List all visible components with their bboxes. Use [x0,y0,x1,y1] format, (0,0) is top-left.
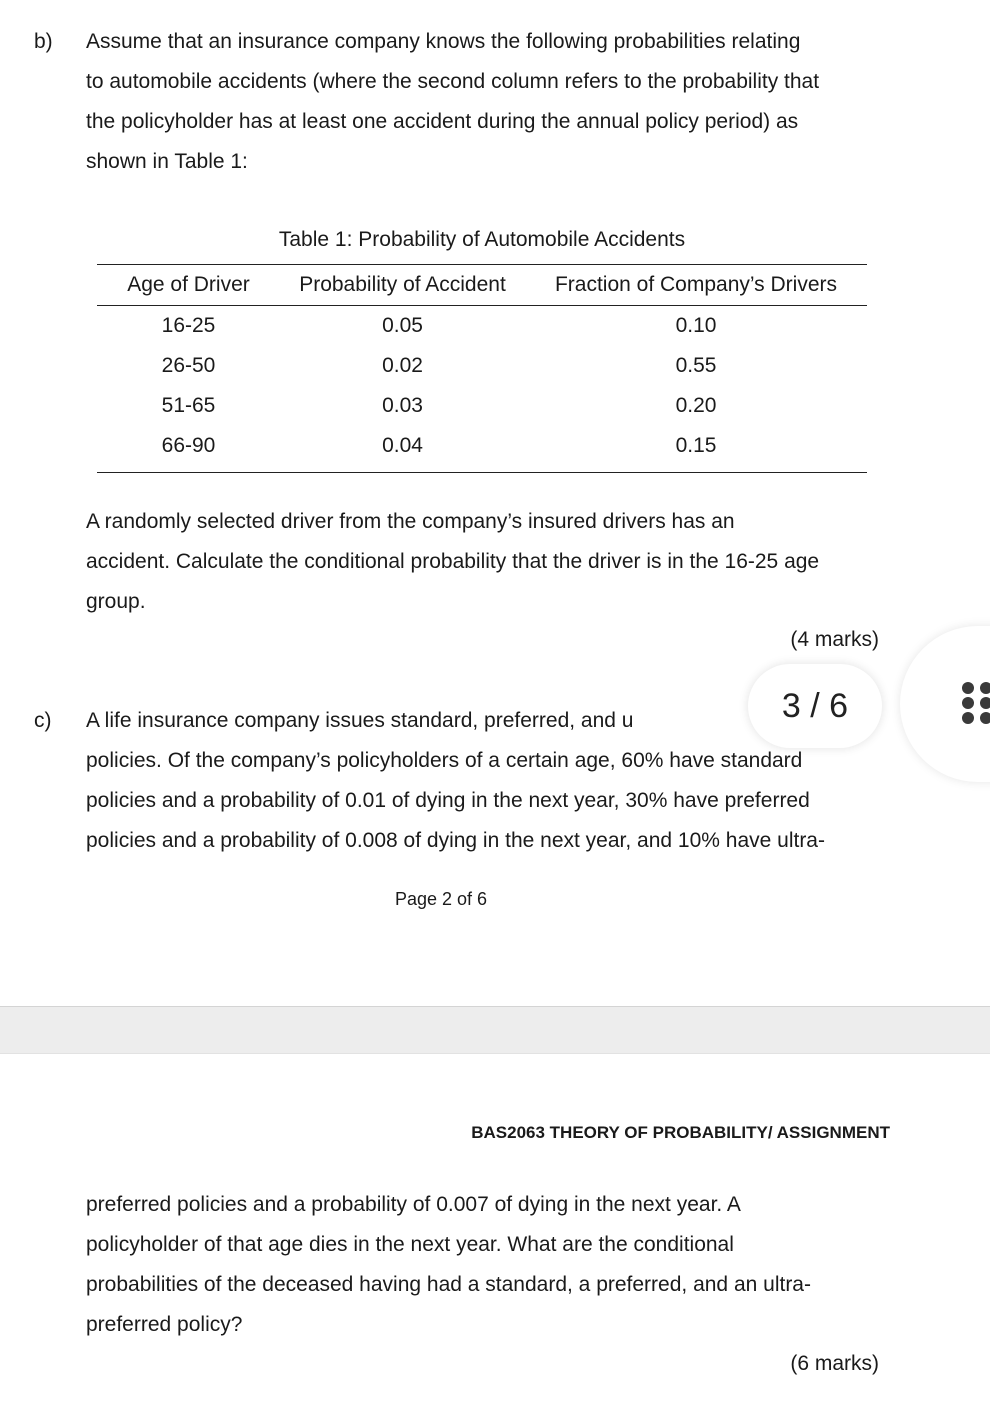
text-line: policyholder of that age dies in the next year. What are the conditional [86,1233,734,1256]
text-line: policies and a probability of 0.008 of dying in the next year, and 10% have ultra- [86,829,825,852]
text-line: policies and a probability of 0.01 of dying in the next year, 30% have preferred [86,789,810,812]
table-row [97,346,867,386]
text-line: Assume that an insurance company knows the following probabilities relating [86,30,801,53]
cell-age: 51-65 [161,394,216,417]
text-line: A randomly selected driver from the company’s insured drivers has an [86,510,735,533]
section-b-intro [86,22,879,182]
page-gap [0,1006,990,1054]
table-row [97,306,867,347]
text-line: accident. Calculate the conditional probability that the driver is in the 16-25 age [86,550,820,573]
page3-marks: (6 marks) [790,1352,879,1375]
cell-fraction: 0.15 [525,426,867,473]
text-line: to automobile accidents (where the second column refers to the probability that [86,70,820,93]
cell-fraction: 0.20 [675,394,717,417]
section-c-label: c) [34,709,52,732]
section-b-question [86,502,879,622]
dot [980,682,990,694]
cell-probability: 0.03 [382,394,423,417]
table-header-row [97,265,867,306]
cell-age: 66-90 [97,426,280,473]
text-line: the policyholder has at least one accident during the annual policy period) as [86,110,799,133]
text-line: shown in Table 1: [86,150,248,173]
cell-probability: 0.05 [382,314,423,337]
section-b-label: b) [34,30,53,53]
dot [962,712,974,724]
page-counter [748,664,882,748]
cell-probability: 0.02 [382,354,423,377]
table-row [97,386,867,426]
menu-button[interactable] [900,626,990,782]
header-probability: Probability of Accident [280,265,525,306]
cell-fraction: 0.55 [675,354,717,377]
table-row [97,426,867,473]
header-fraction: Fraction of Company’s Drivers [525,265,867,306]
dot [962,697,974,709]
page-footer: Page 2 of 6 [394,889,488,909]
header-age: Age of Driver [97,265,280,306]
dot [962,682,974,694]
cell-probability: 0.04 [280,426,525,473]
text-line: preferred policies and a probability of 0.007 of dying in the next year. A [86,1193,741,1216]
section-b-marks: (4 marks) [790,628,879,651]
probability-table [97,264,867,473]
text-line: A life insurance company issues standard, preferred, and u [86,709,634,732]
text-line: probabilities of the deceased having had a standard, a preferred, and an ultra- [86,1273,811,1296]
table-caption: Table 1: Probability of Automobile Accidents [278,228,686,251]
page-counter-text: 3 / 6 [781,686,849,725]
text-line: preferred policy? [86,1313,243,1336]
page-header: BAS2063 THEORY OF PROBABILITY/ ASSIGNMENT [471,1123,890,1142]
cell-age: 26-50 [161,354,216,377]
dot [980,712,990,724]
text-line: policies. Of the company’s policyholders of a certain age, 60% have standard [86,749,803,772]
text-line: group. [86,590,146,613]
page3-paragraph [86,1185,879,1345]
cell-fraction: 0.10 [675,314,717,337]
cell-age: 16-25 [161,314,216,337]
dot [980,697,990,709]
